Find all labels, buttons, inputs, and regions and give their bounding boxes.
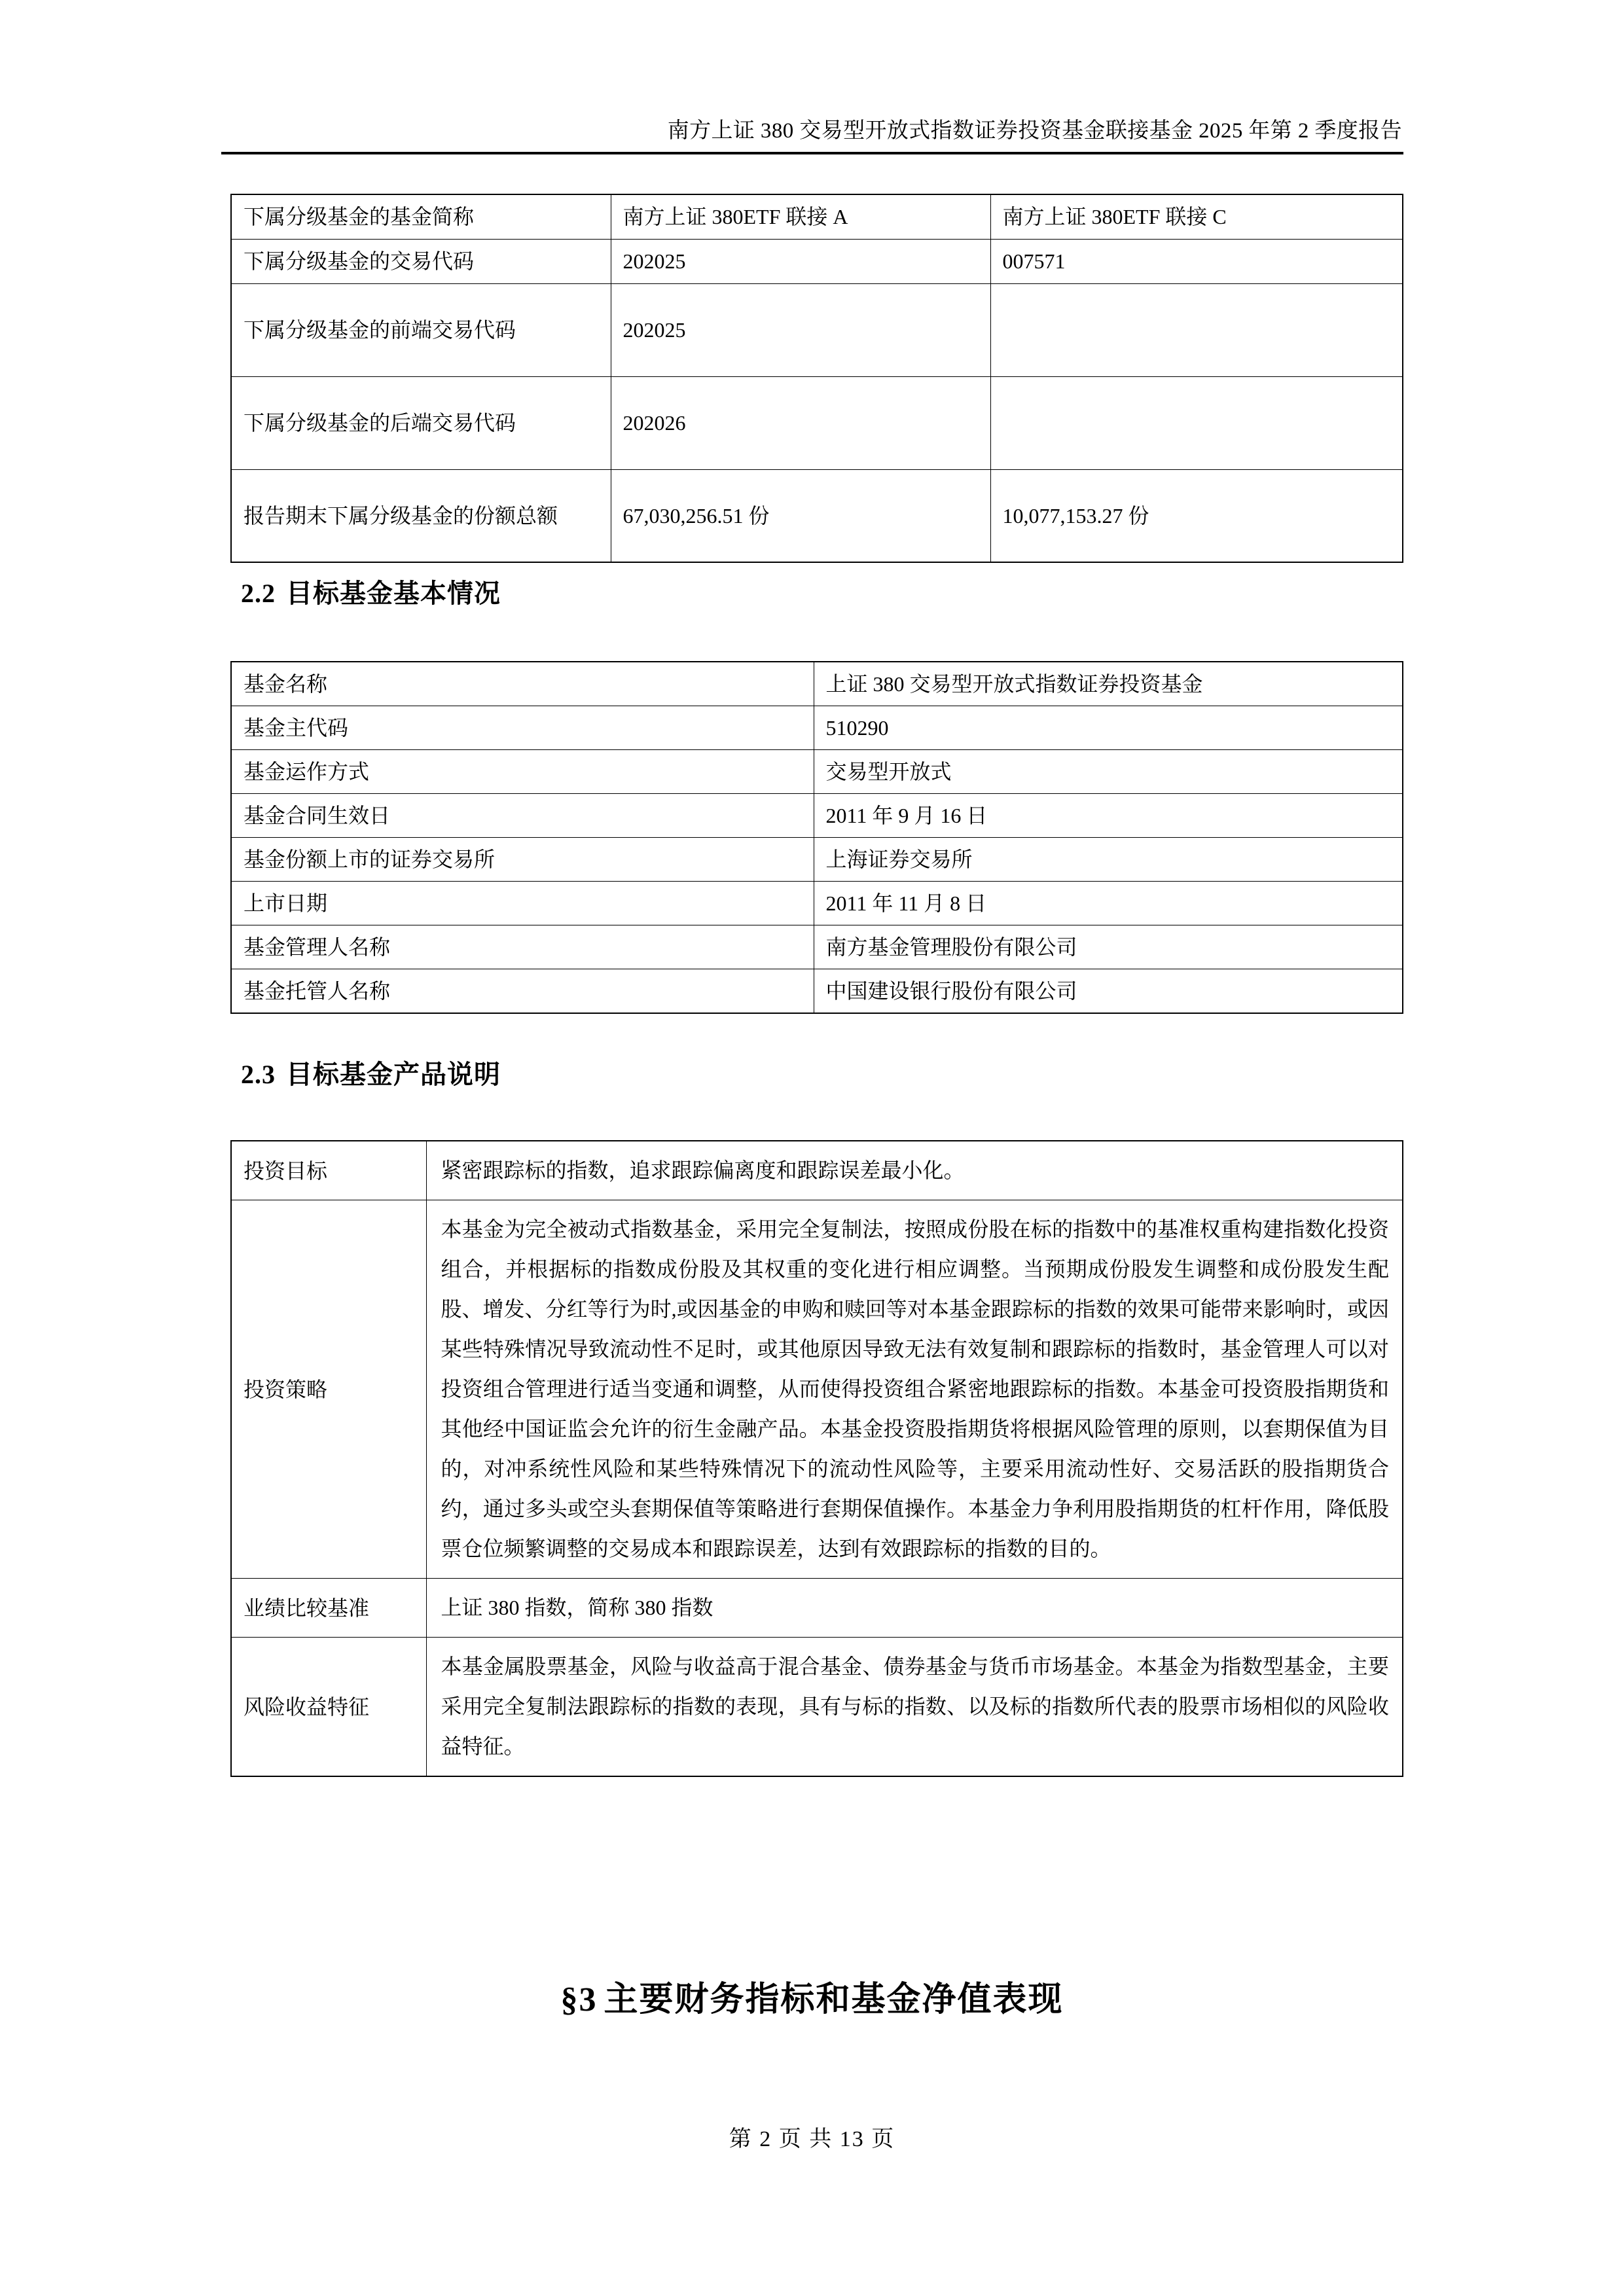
table-row — [231, 794, 1403, 838]
target-fund-basics-table — [230, 661, 1402, 1014]
table-row — [231, 469, 1403, 562]
row-label: 基金合同生效日 — [231, 794, 814, 838]
row-value-investment-strategy: 本基金为完全被动式指数基金，采用完全复制法，按照成份股在标的指数中的基准权重构建指数化投资组合，并根据标的指数成份股及其权重的变化进行相应调整。当预期成份股发生调整和成份股发生配股、增发、分红等行为时,或因基金的申购和赎回等对本基金跟踪标的指数的效果可能带来影响时，或因某些特殊情况导致流动性不足时，或其他原因导致无法有效复制和跟踪标的指数时，基金管理人可以对投资组合管理进行适当变通和调整，从而使得投资组合紧密地跟踪标的指数。本基金可投资股指期货和其他经中国证监会允许的衍生金融产品。本基金投资股指期货将根据风险管理的原则，以套期保值为目的，对冲系统性风险和某些特殊情况下的流动性风险等，主要采用流动性好、交易活跃的股指期货合约，通过多头或空头套期保值等策略进行套期保值操作。本基金力争利用股指期货的杠杆作用，降低股票仓位频繁调整的交易成本和跟踪误差，达到有效跟踪标的指数的目的。 — [426, 1200, 1403, 1579]
table-row — [231, 706, 1403, 750]
table-row — [231, 1638, 1403, 1777]
row-label-risk-return: 风险收益特征 — [231, 1638, 426, 1777]
row-value-investment-objective: 紧密跟踪标的指数，追求跟踪偏离度和跟踪误差最小化。 — [426, 1141, 1403, 1200]
row-label: 报告期末下属分级基金的份额总额 — [231, 469, 611, 562]
running-header-title: 南方上证 380 交易型开放式指数证券投资基金联接基金 2025 年第 2 季度报告 — [667, 119, 1402, 143]
row-value-class-c — [990, 283, 1403, 376]
table-row — [231, 239, 1403, 283]
row-value-class-a: 202025 — [611, 283, 990, 376]
row-label: 基金托管人名称 — [231, 969, 814, 1014]
row-label: 基金运作方式 — [231, 750, 814, 794]
row-label: 下属分级基金的后端交易代码 — [231, 376, 611, 469]
row-label: 下属分级基金的交易代码 — [231, 239, 611, 283]
section-title: 目标基金产品说明 — [286, 1060, 501, 1089]
row-value: 上海证券交易所 — [814, 838, 1403, 882]
row-value-class-c: 南方上证 380ETF 联接 C — [990, 194, 1403, 239]
row-value: 2011 年 11 月 8 日 — [814, 882, 1403, 925]
table-row — [231, 376, 1403, 469]
table-row — [231, 969, 1403, 1014]
table-row — [231, 882, 1403, 925]
running-header — [221, 117, 1403, 154]
row-label: 基金主代码 — [231, 706, 814, 750]
row-value: 中国建设银行股份有限公司 — [814, 969, 1403, 1014]
row-value: 2011 年 9 月 16 日 — [814, 794, 1403, 838]
row-value-class-a: 南方上证 380ETF 联接 A — [611, 194, 990, 239]
product-description-table — [230, 1140, 1402, 1777]
row-label: 基金份额上市的证券交易所 — [231, 838, 814, 882]
section-heading-2-2 — [241, 576, 501, 611]
row-value-class-a: 202026 — [611, 376, 990, 469]
row-value-class-c — [990, 376, 1403, 469]
row-value-risk-return: 本基金属股票基金，风险与收益高于混合基金、债券基金与货币市场基金。本基金为指数型基金，主要采用完全复制法跟踪标的指数的表现，具有与标的指数、以及标的指数所代表的股票市场相似的风险收益特征。 — [426, 1638, 1403, 1777]
table-row — [231, 283, 1403, 376]
row-label-investment-objective: 投资目标 — [231, 1141, 426, 1200]
row-value: 510290 — [814, 706, 1403, 750]
section-number: 2.3 — [241, 1060, 276, 1089]
row-label: 上市日期 — [231, 882, 814, 925]
page-footer: 第 2 页 共 13 页 — [729, 2127, 895, 2151]
table-row — [231, 1200, 1403, 1579]
section-heading-3 — [0, 1977, 1624, 2023]
table-row — [231, 925, 1403, 969]
row-value-benchmark: 上证 380 指数，简称 380 指数 — [426, 1579, 1403, 1638]
table-row — [231, 1141, 1403, 1200]
row-value: 交易型开放式 — [814, 750, 1403, 794]
table-row — [231, 838, 1403, 882]
table-row — [231, 750, 1403, 794]
section-number: 2.2 — [241, 579, 276, 608]
row-value-class-c: 10,077,153.27 份 — [990, 469, 1403, 562]
table-row — [231, 194, 1403, 239]
row-value-class-a: 67,030,256.51 份 — [611, 469, 990, 562]
row-value-class-c: 007571 — [990, 239, 1403, 283]
row-label: 基金名称 — [231, 662, 814, 706]
row-label-investment-strategy: 投资策略 — [231, 1200, 426, 1579]
row-value: 上证 380 交易型开放式指数证券投资基金 — [814, 662, 1403, 706]
row-label-benchmark: 业绩比较基准 — [231, 1579, 426, 1638]
section-title: 主要财务指标和基金净值表现 — [604, 1981, 1064, 2018]
row-value-class-a: 202025 — [611, 239, 990, 283]
section-title: 目标基金基本情况 — [286, 579, 501, 608]
row-label: 下属分级基金的前端交易代码 — [231, 283, 611, 376]
row-label: 基金管理人名称 — [231, 925, 814, 969]
row-value: 南方基金管理股份有限公司 — [814, 925, 1403, 969]
table-row — [231, 1579, 1403, 1638]
share-class-table — [230, 194, 1402, 563]
table-row — [231, 662, 1403, 706]
section-symbol: §3 — [560, 1981, 598, 2018]
row-label: 下属分级基金的基金简称 — [231, 194, 611, 239]
section-heading-2-3 — [241, 1057, 501, 1092]
header-divider-rule — [221, 152, 1403, 154]
